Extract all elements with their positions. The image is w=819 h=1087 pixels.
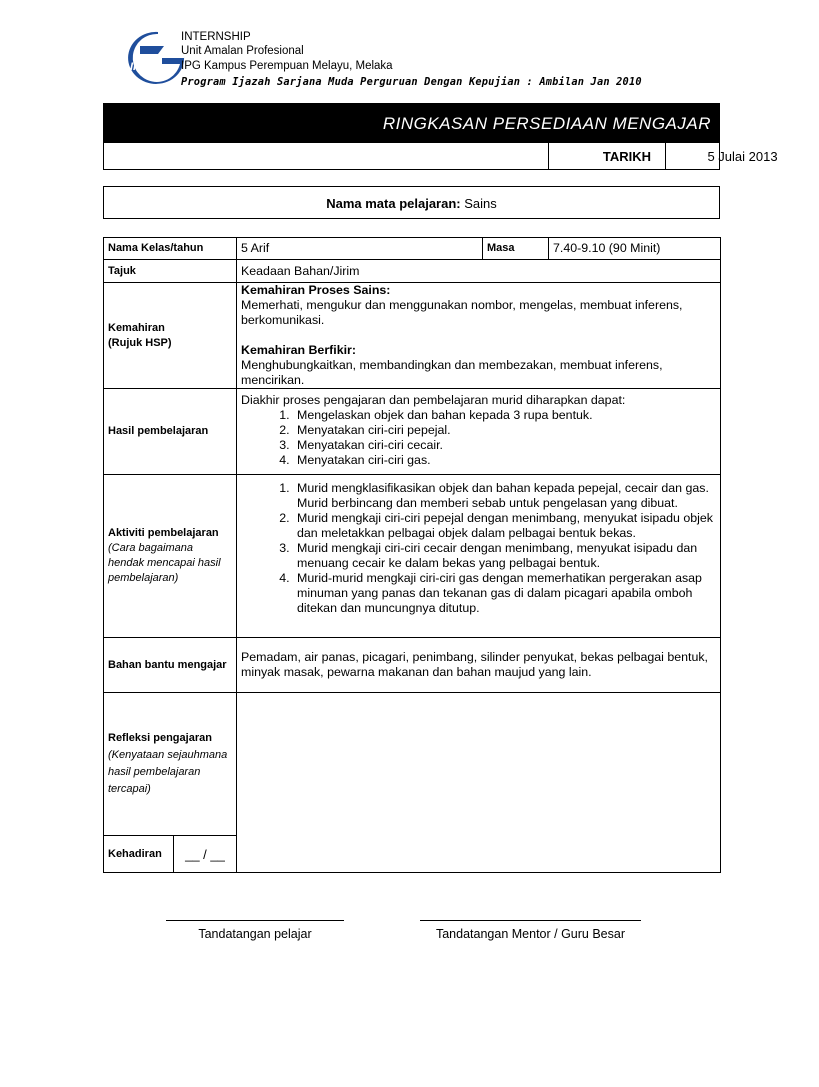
mentor-signature-label: Tandatangan Mentor / Guru Besar: [435, 927, 625, 941]
subject-value: Sains: [464, 196, 497, 211]
table-row: [104, 238, 721, 260]
student-signature-line: [166, 920, 344, 921]
table-row: [104, 389, 721, 475]
header-program: Program Ijazah Sarjana Muda Perguruan Dengan Kepujian : Ambilan Jan 2010: [181, 76, 642, 88]
activity-value: [237, 475, 721, 638]
reflection-label: Refleksi pengajaran (Kenyataan sejauhmana hasil pembelajaran tercapai): [104, 693, 237, 836]
mentor-signature-line: [420, 920, 641, 921]
date-row: [104, 142, 778, 169]
activity-list: [241, 475, 716, 616]
table-row: [104, 475, 721, 638]
outcome-value: [237, 389, 721, 475]
thinking-skills-text: Menghubungkaitkan, membandingkan dan membezakan, membuat inferens, mencirikan.: [241, 358, 663, 387]
reflection-value: [237, 693, 721, 873]
time-label: Masa: [483, 238, 549, 260]
list-item: 2. Menyatakan ciri-ciri pepejal.: [293, 423, 716, 438]
science-process-text: Memerhati, mengukur dan menggunakan nombor, mengelas, membuat inferens, berkomunikasi.: [241, 298, 683, 327]
class-label: Nama Kelas/tahun: [104, 238, 237, 260]
materials-label: Bahan bantu mengajar: [104, 638, 237, 693]
skills-value: [237, 283, 721, 389]
subject-box: [103, 186, 720, 219]
list-item: 4. Menyatakan ciri-ciri gas.: [293, 453, 716, 468]
outcome-list: [241, 408, 716, 468]
date-value: 5 Julai 2013: [707, 149, 778, 164]
table-row: [104, 283, 721, 389]
list-item: 3. Menyatakan ciri-ciri cecair.: [293, 438, 716, 453]
list-item: 1. Mengelaskan objek dan bahan kepada 3 rupa bentuk.: [293, 408, 716, 423]
lesson-plan-table: [103, 237, 721, 873]
ipg-logo: [118, 30, 186, 84]
table-row: [104, 260, 721, 283]
date-label: TARIKH: [548, 143, 666, 169]
class-value: 5 Arif: [237, 238, 483, 260]
list-item: 3. Murid mengkaji ciri-ciri cecair dengan menimbang, menyukat isipadu dan menuang cecair ke dalam bekas yang pelbagai bentuk.: [293, 541, 716, 571]
table-row: [104, 693, 721, 836]
activity-label: Aktiviti pembelajaran (Cara bagaimana hendak mencapai hasil pembelajaran): [104, 475, 237, 638]
science-process-heading: Kemahiran Proses Sains:: [241, 283, 391, 297]
logo-text: IPG: [130, 61, 149, 73]
list-item: 2. Murid mengkaji ciri-ciri pepejal dengan menimbang, menyukat isipadu objek dan meletakkan pelbagai objek dalam pelbagai bentuk bekas.: [293, 511, 716, 541]
header-internship: INTERNSHIP: [181, 31, 251, 43]
time-value: 7.40-9.10 (90 Minit): [549, 238, 721, 260]
materials-value: Pemadam, air panas, picagari, penimbang, silinder penyukat, bekas pelbagai bentuk, minyak masak, pewarna makanan dan bahan maujud yang lain.: [237, 638, 721, 693]
list-item: 1. Murid mengklasifikasikan objek dan bahan kepada pepejal, cecair dan gas. Murid berbincang dan memberi sebab untuk pengelasan yang dibuat.: [293, 481, 716, 511]
header-campus: IPG Kampus Perempuan Melayu, Melaka: [181, 60, 393, 72]
student-signature-label: Tandatangan pelajar: [198, 927, 312, 941]
subject-label: Nama mata pelajaran:: [326, 196, 461, 211]
document-title: RINGKASAN PERSEDIAAN MENGAJAR: [104, 104, 719, 142]
table-row: [104, 638, 721, 693]
outcome-intro: Diakhir proses pengajaran dan pembelajaran murid diharapkan dapat:: [241, 393, 626, 407]
header-unit: Unit Amalan Profesional: [181, 45, 304, 57]
attendance-label: Kehadiran: [104, 836, 174, 873]
list-item: 4. Murid-murid mengkaji ciri-ciri gas dengan memerhatikan pergerakan asap minuman yang panas dan tekanan gas di dalam picagari apabila omboh ditekan dan muncungnya ditutup.: [293, 571, 716, 616]
thinking-skills-heading: Kemahiran Berfikir:: [241, 343, 356, 357]
outcome-label: Hasil pembelajaran: [104, 389, 237, 475]
topic-value: Keadaan Bahan/Jirim: [237, 260, 721, 283]
topic-label: Tajuk: [104, 260, 237, 283]
attendance-value: __ / __: [174, 836, 237, 873]
skills-label: Kemahiran (Rujuk HSP): [104, 283, 237, 389]
